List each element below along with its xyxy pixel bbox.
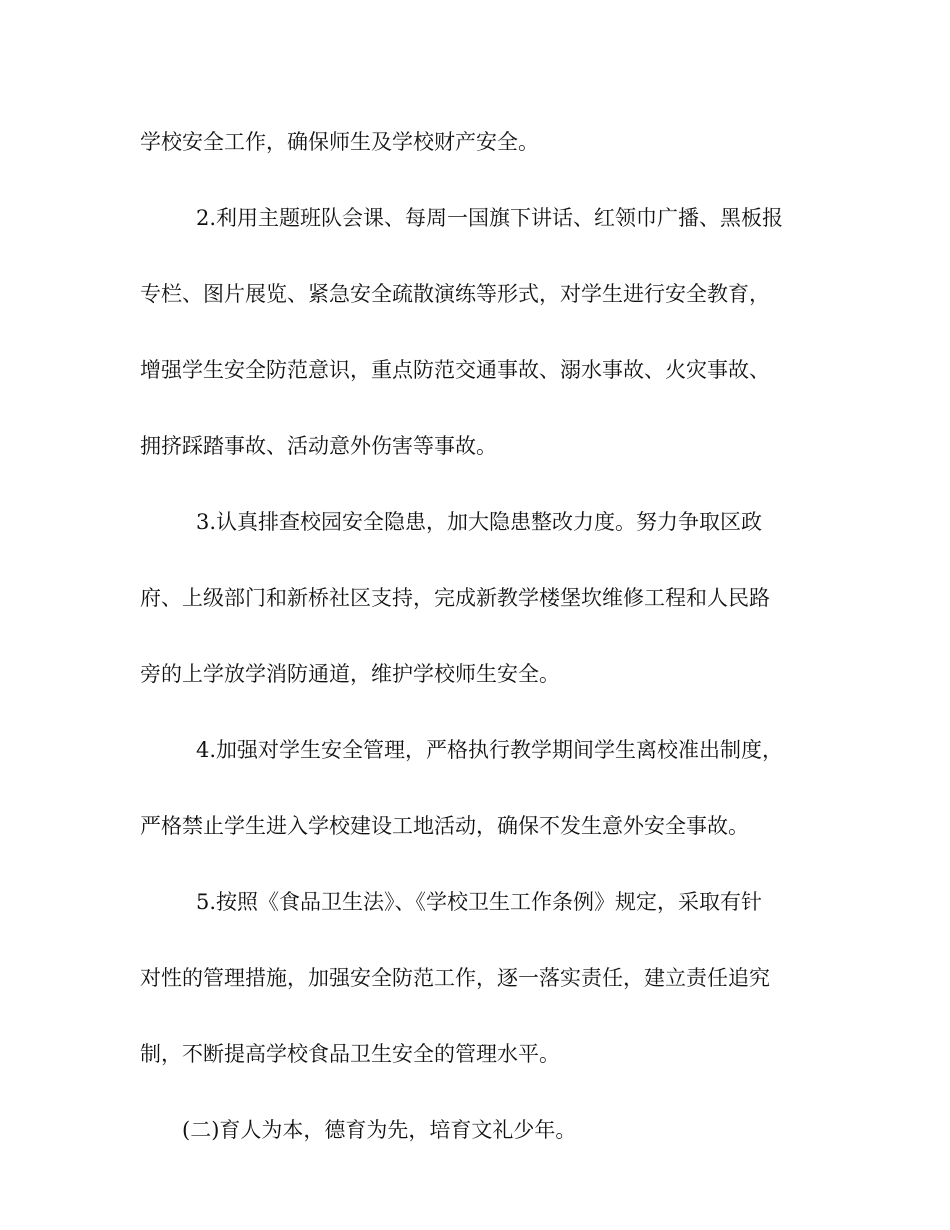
text-line: 府、上级部门和新桥社区支持，完成新教学楼堡坎维修工程和人民路 (140, 586, 770, 610)
text-line: 拥挤踩踏事故、活动意外伤害等事故。 (140, 434, 497, 458)
paragraph-2-first-line: 2.利用主题班队会课、每周一国旗下讲话、红领巾广播、黑板报 (196, 206, 784, 230)
text-line: 增强学生安全防范意识，重点防范交通事故、溺水事故、火灾事故、 (140, 358, 770, 382)
text-line: 对性的管理措施，加强安全防范工作，逐一落实责任，建立责任追究 (140, 966, 770, 990)
text-line: 制，不断提高学校食品卫生安全的管理水平。 (140, 1042, 560, 1066)
paragraph-3-first-line: 3.认真排查校园安全隐患，加大隐患整改力度。努力争取区政 (196, 510, 763, 534)
text-line: 严格禁止学生进入学校建设工地活动，确保不发生意外安全事故。 (140, 814, 749, 838)
text-line: 学校安全工作，确保师生及学校财产安全。 (140, 130, 539, 154)
text-line: 旁的上学放学消防通道，维护学校师生安全。 (140, 662, 560, 686)
paragraph-4-first-line: 4.加强对学生安全管理，严格执行教学期间学生离校准出制度， (196, 738, 784, 762)
section-heading: (二)育人为本，德育为先，培育文礼少年。 (182, 1118, 577, 1142)
paragraph-5-first-line: 5.按照《食品卫生法》、《学校卫生工作条例》规定，采取有针 (196, 890, 763, 914)
text-line: 专栏、图片展览、紧急安全疏散演练等形式，对学生进行安全教育， (140, 282, 770, 306)
